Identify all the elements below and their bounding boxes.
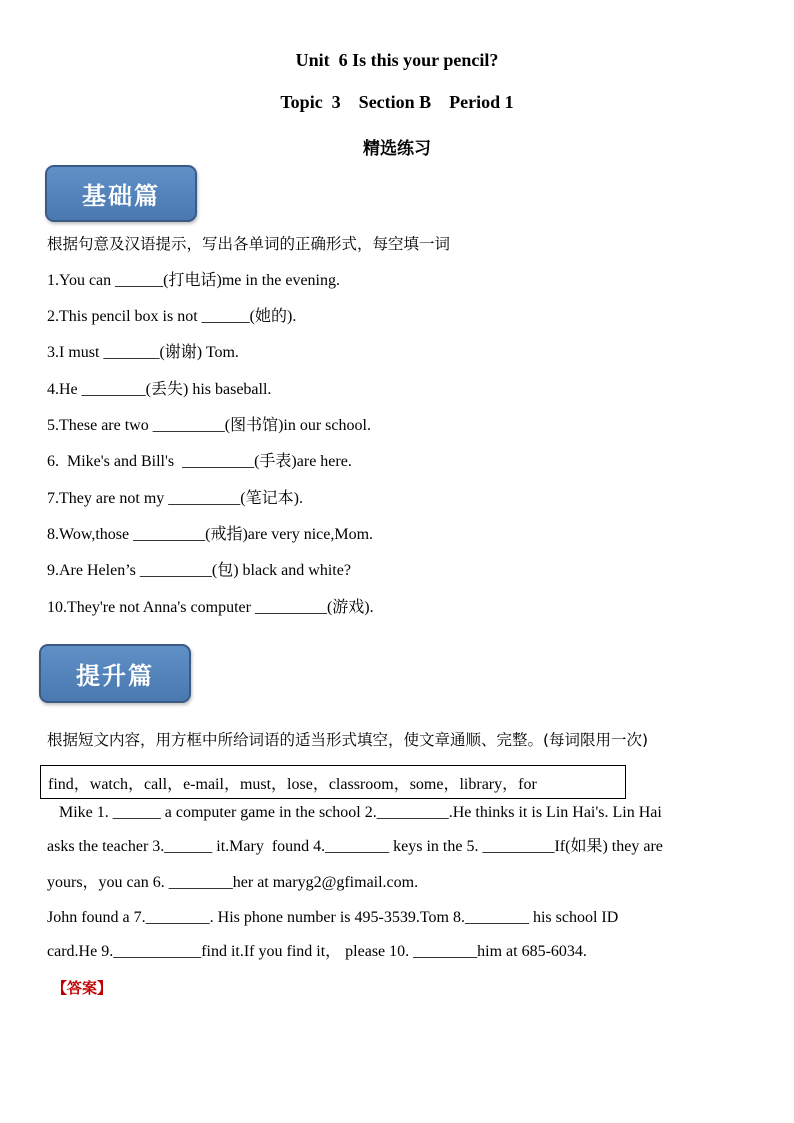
exercise-item: 10.They're not Anna's computer _________(游戏). bbox=[47, 599, 374, 616]
passage-line: asks the teacher 3.______ it.Mary found 4.________ keys in the 5. _________If(如果) they are bbox=[47, 838, 663, 855]
word-bank-box: find，watch，call，e-mail，must，lose，classroom，some，library，for bbox=[40, 765, 626, 799]
exercise-item: 2.This pencil box is not ______(她的). bbox=[47, 308, 297, 325]
exercise-item: 3.I must _______(谢谢) Tom. bbox=[47, 344, 239, 361]
worksheet-title: Unit 6 Is this your pencil? bbox=[295, 50, 499, 70]
worksheet-subtitle-cn: 精选练习 bbox=[363, 139, 431, 159]
exercise-item: 9.Are Helen’s _________(包) black and white? bbox=[47, 562, 351, 579]
exercise-item: 4.He ________(丢失) his baseball. bbox=[47, 381, 272, 398]
exercise-item: 1.You can ______(打电话)me in the evening. bbox=[47, 272, 341, 289]
passage-line: card.He 9.___________find it.If you find it， please 10. ________him at 685-6034. bbox=[47, 943, 587, 960]
passage-line: Mike 1. ______ a computer game in the school 2._________.He thinks it is Lin Hai's. Lin Hai bbox=[47, 804, 662, 821]
section2-instruction: 根据短文内容，用方框中所给词语的适当形式填空，使文章通顺、完整。(每词限用一次) bbox=[47, 731, 649, 749]
section1-instruction: 根据句意及汉语提示，写出各单词的正确形式，每空填一词 bbox=[47, 235, 451, 253]
section1-banner: 基础篇 bbox=[45, 165, 197, 222]
passage-line: yours，you can 6. ________her at maryg2@gfimail.com. bbox=[47, 874, 419, 891]
worksheet-subtitle: Topic 3 Section B Period 1 bbox=[280, 92, 514, 112]
section2-banner: 提升篇 bbox=[39, 644, 191, 703]
exercise-item: 6. Mike's and Bill's _________(手表)are here. bbox=[47, 453, 352, 470]
answer-label: 【答案】 bbox=[52, 979, 113, 997]
passage-line: John found a 7.________. His phone number is 495-3539.Tom 8.________ his school ID bbox=[47, 909, 619, 926]
exercise-item: 7.They are not my _________(笔记本). bbox=[47, 490, 303, 507]
exercise-item: 5.These are two _________(图书馆)in our school. bbox=[47, 417, 371, 434]
exercise-item: 8.Wow,those _________(戒指)are very nice,Mom. bbox=[47, 526, 374, 543]
